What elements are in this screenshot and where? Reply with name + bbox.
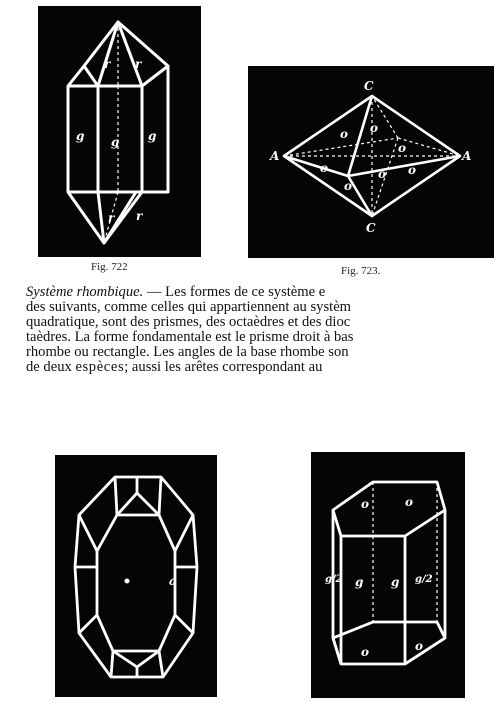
fig722-face-g-3: g	[148, 129, 157, 143]
figure-725-plate	[311, 452, 465, 698]
fig723-face-o-4: o	[320, 161, 329, 175]
figure-722-plate	[38, 6, 201, 257]
fig725-face-o-1: o	[361, 497, 370, 511]
text-line-6	[26, 360, 496, 375]
fig722-face-r-4: r	[136, 209, 143, 223]
text-line-1	[26, 285, 496, 300]
figure-723-caption: Fig. 723.	[341, 265, 381, 277]
figure-723-drawing	[248, 66, 494, 258]
text-line-6-a: de deux	[26, 358, 76, 375]
fig725-face-g-1: g	[355, 575, 364, 589]
text-line-2: des suivants, comme celles qui appartiennent au systèm	[26, 298, 352, 315]
fig723-face-o-7: o	[408, 163, 417, 177]
fig724-face-a: a	[169, 574, 177, 588]
figure-722-drawing	[38, 6, 201, 257]
fig723-face-o-5: o	[344, 179, 353, 193]
fig722-face-r-1: r	[104, 57, 111, 71]
fig723-vertex-c-bottom: C	[366, 221, 376, 235]
figure-725-drawing	[311, 452, 465, 698]
fig725-face-g2-2: g/2	[415, 574, 433, 585]
fig725-face-g-2: g	[391, 575, 400, 589]
text-line-6-c: ; aussi les arêtes correspondant au	[124, 358, 323, 375]
fig725-face-o-3: o	[361, 645, 370, 659]
fig723-face-o-6: o	[378, 167, 387, 181]
fig722-face-g-2: g	[111, 135, 120, 149]
fig723-vertex-a-left: A	[270, 149, 280, 163]
figure-722-caption: Fig. 722	[91, 261, 128, 273]
fig723-face-o-1: o	[340, 127, 349, 141]
text-line-3: quadratique, sont des prismes, des octaèdres et des dioc	[26, 313, 351, 330]
fig723-face-o-2: o	[370, 121, 379, 135]
paragraph-systeme-rhombique	[26, 285, 496, 374]
fig723-face-o-3: o	[398, 141, 407, 155]
fig722-face-g-1: g	[76, 129, 85, 143]
figure-724-plate	[55, 455, 217, 697]
fig722-face-r-3: r	[108, 211, 115, 225]
text-line-6-b: espèces	[75, 358, 125, 375]
text-line-5: rhombe ou rectangle. Les angles de la base rhombe son	[26, 343, 349, 360]
fig723-vertex-c-top: C	[364, 79, 374, 93]
text-line-1-rest: — Les formes de ce système e	[143, 285, 326, 300]
fig725-face-g2-1: g/2	[325, 574, 343, 585]
fig725-face-o-4: o	[415, 639, 424, 653]
figure-723-plate	[248, 66, 494, 258]
text-line-4: taèdres. La forme fondamentale est le prisme droit à bas	[26, 328, 354, 345]
fig722-face-r-2: r	[135, 57, 142, 71]
fig723-vertex-a-right: A	[462, 149, 472, 163]
figure-724-drawing	[55, 455, 217, 697]
fig725-face-o-2: o	[405, 495, 414, 509]
section-heading: Système rhombique.	[26, 285, 144, 300]
